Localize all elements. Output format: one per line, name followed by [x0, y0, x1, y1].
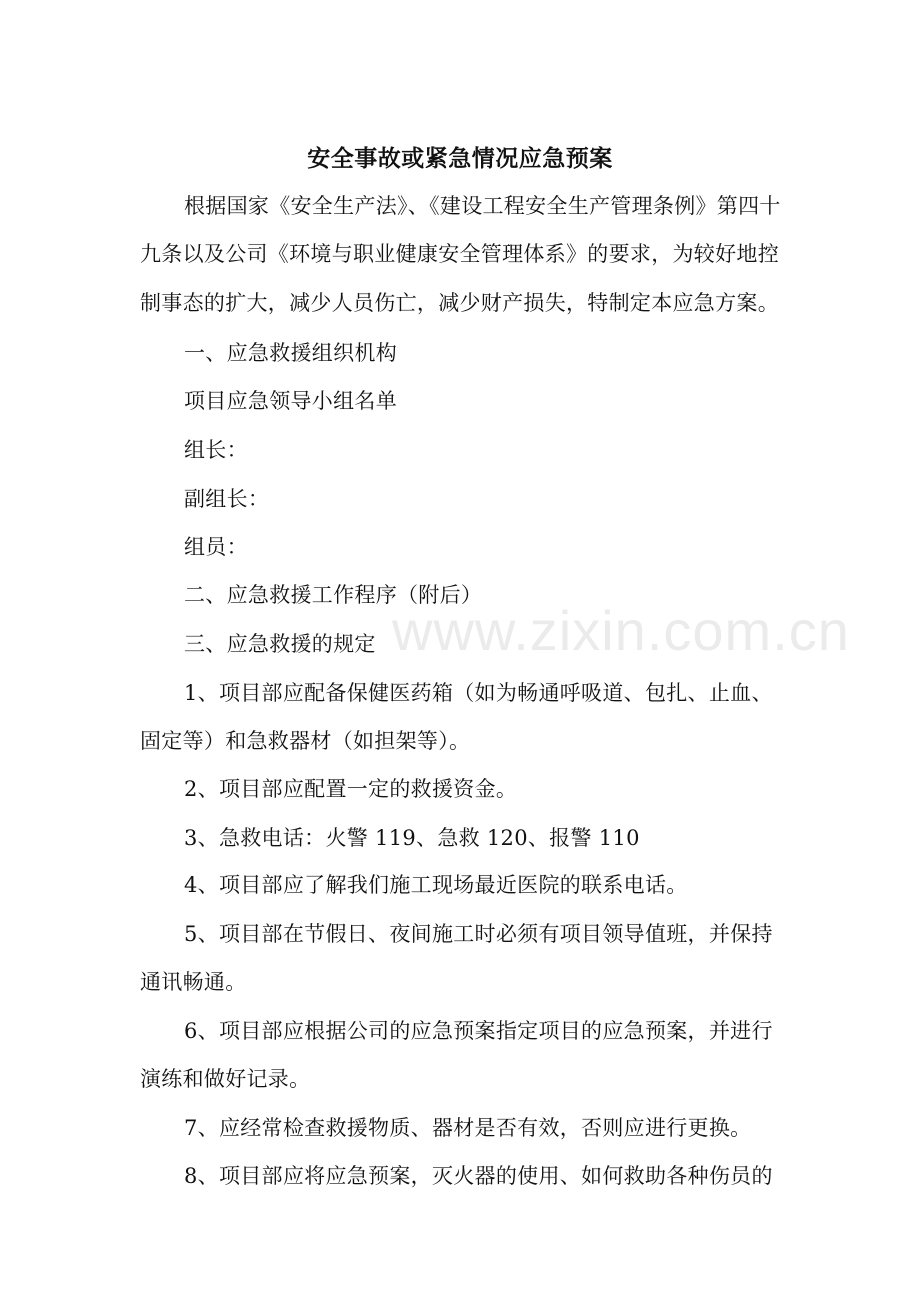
form-label-leader: 组长： [184, 438, 248, 462]
list-item-line: 5、项目部在节假日、夜间施工时必须有项目领导值班，并保持 [184, 922, 773, 946]
paragraph-line: 根据国家《安全生产法》、《建设工程安全生产管理条例》第四十 [184, 194, 781, 218]
list-item-line: 8、项目部应将应急预案，灭火器的使用、如何救助各种伤员的 [184, 1164, 773, 1188]
form-label-members: 组员： [184, 535, 248, 559]
document-title: 安全事故或紧急情况应急预案 [307, 145, 613, 172]
section-heading: 二、应急救援工作程序（附后） [184, 583, 483, 607]
paragraph-line: 九条以及公司《环境与职业健康安全管理体系》的要求，为较好地控 [140, 242, 779, 266]
list-item-line: 3、急救电话：火警 119、急救 120、报警 110 [184, 826, 640, 850]
list-item-line: 固定等）和急救器材（如担架等）。 [140, 729, 471, 753]
list-item-line: 通讯畅通。 [140, 970, 247, 994]
list-item-line: 7、应经常检查救援物质、器材是否有效，否则应进行更换。 [184, 1116, 752, 1140]
list-item-line: 演练和做好记录。 [140, 1067, 311, 1091]
list-item-line: 4、项目部应了解我们施工现场最近医院的联系电话。 [184, 873, 688, 897]
section-heading: 三、应急救援的规定 [184, 632, 376, 656]
list-item-line: 2、项目部应配置一定的救援资金。 [184, 777, 518, 801]
list-item-line: 1、项目部应配备保健医药箱（如为畅通呼吸道、包扎、止血、 [184, 681, 773, 705]
section-heading: 一、应急救援组织机构 [184, 341, 397, 365]
watermark: www.zixin.com.cn [392, 599, 850, 662]
list-item-line: 6、项目部应根据公司的应急预案指定项目的应急预案，并进行 [184, 1019, 773, 1043]
paragraph-line: 项目应急领导小组名单 [184, 389, 397, 413]
paragraph-line: 制事态的扩大，减少人员伤亡，减少财产损失，特制定本应急方案。 [140, 291, 779, 315]
form-label-deputy-leader: 副组长： [184, 487, 270, 511]
